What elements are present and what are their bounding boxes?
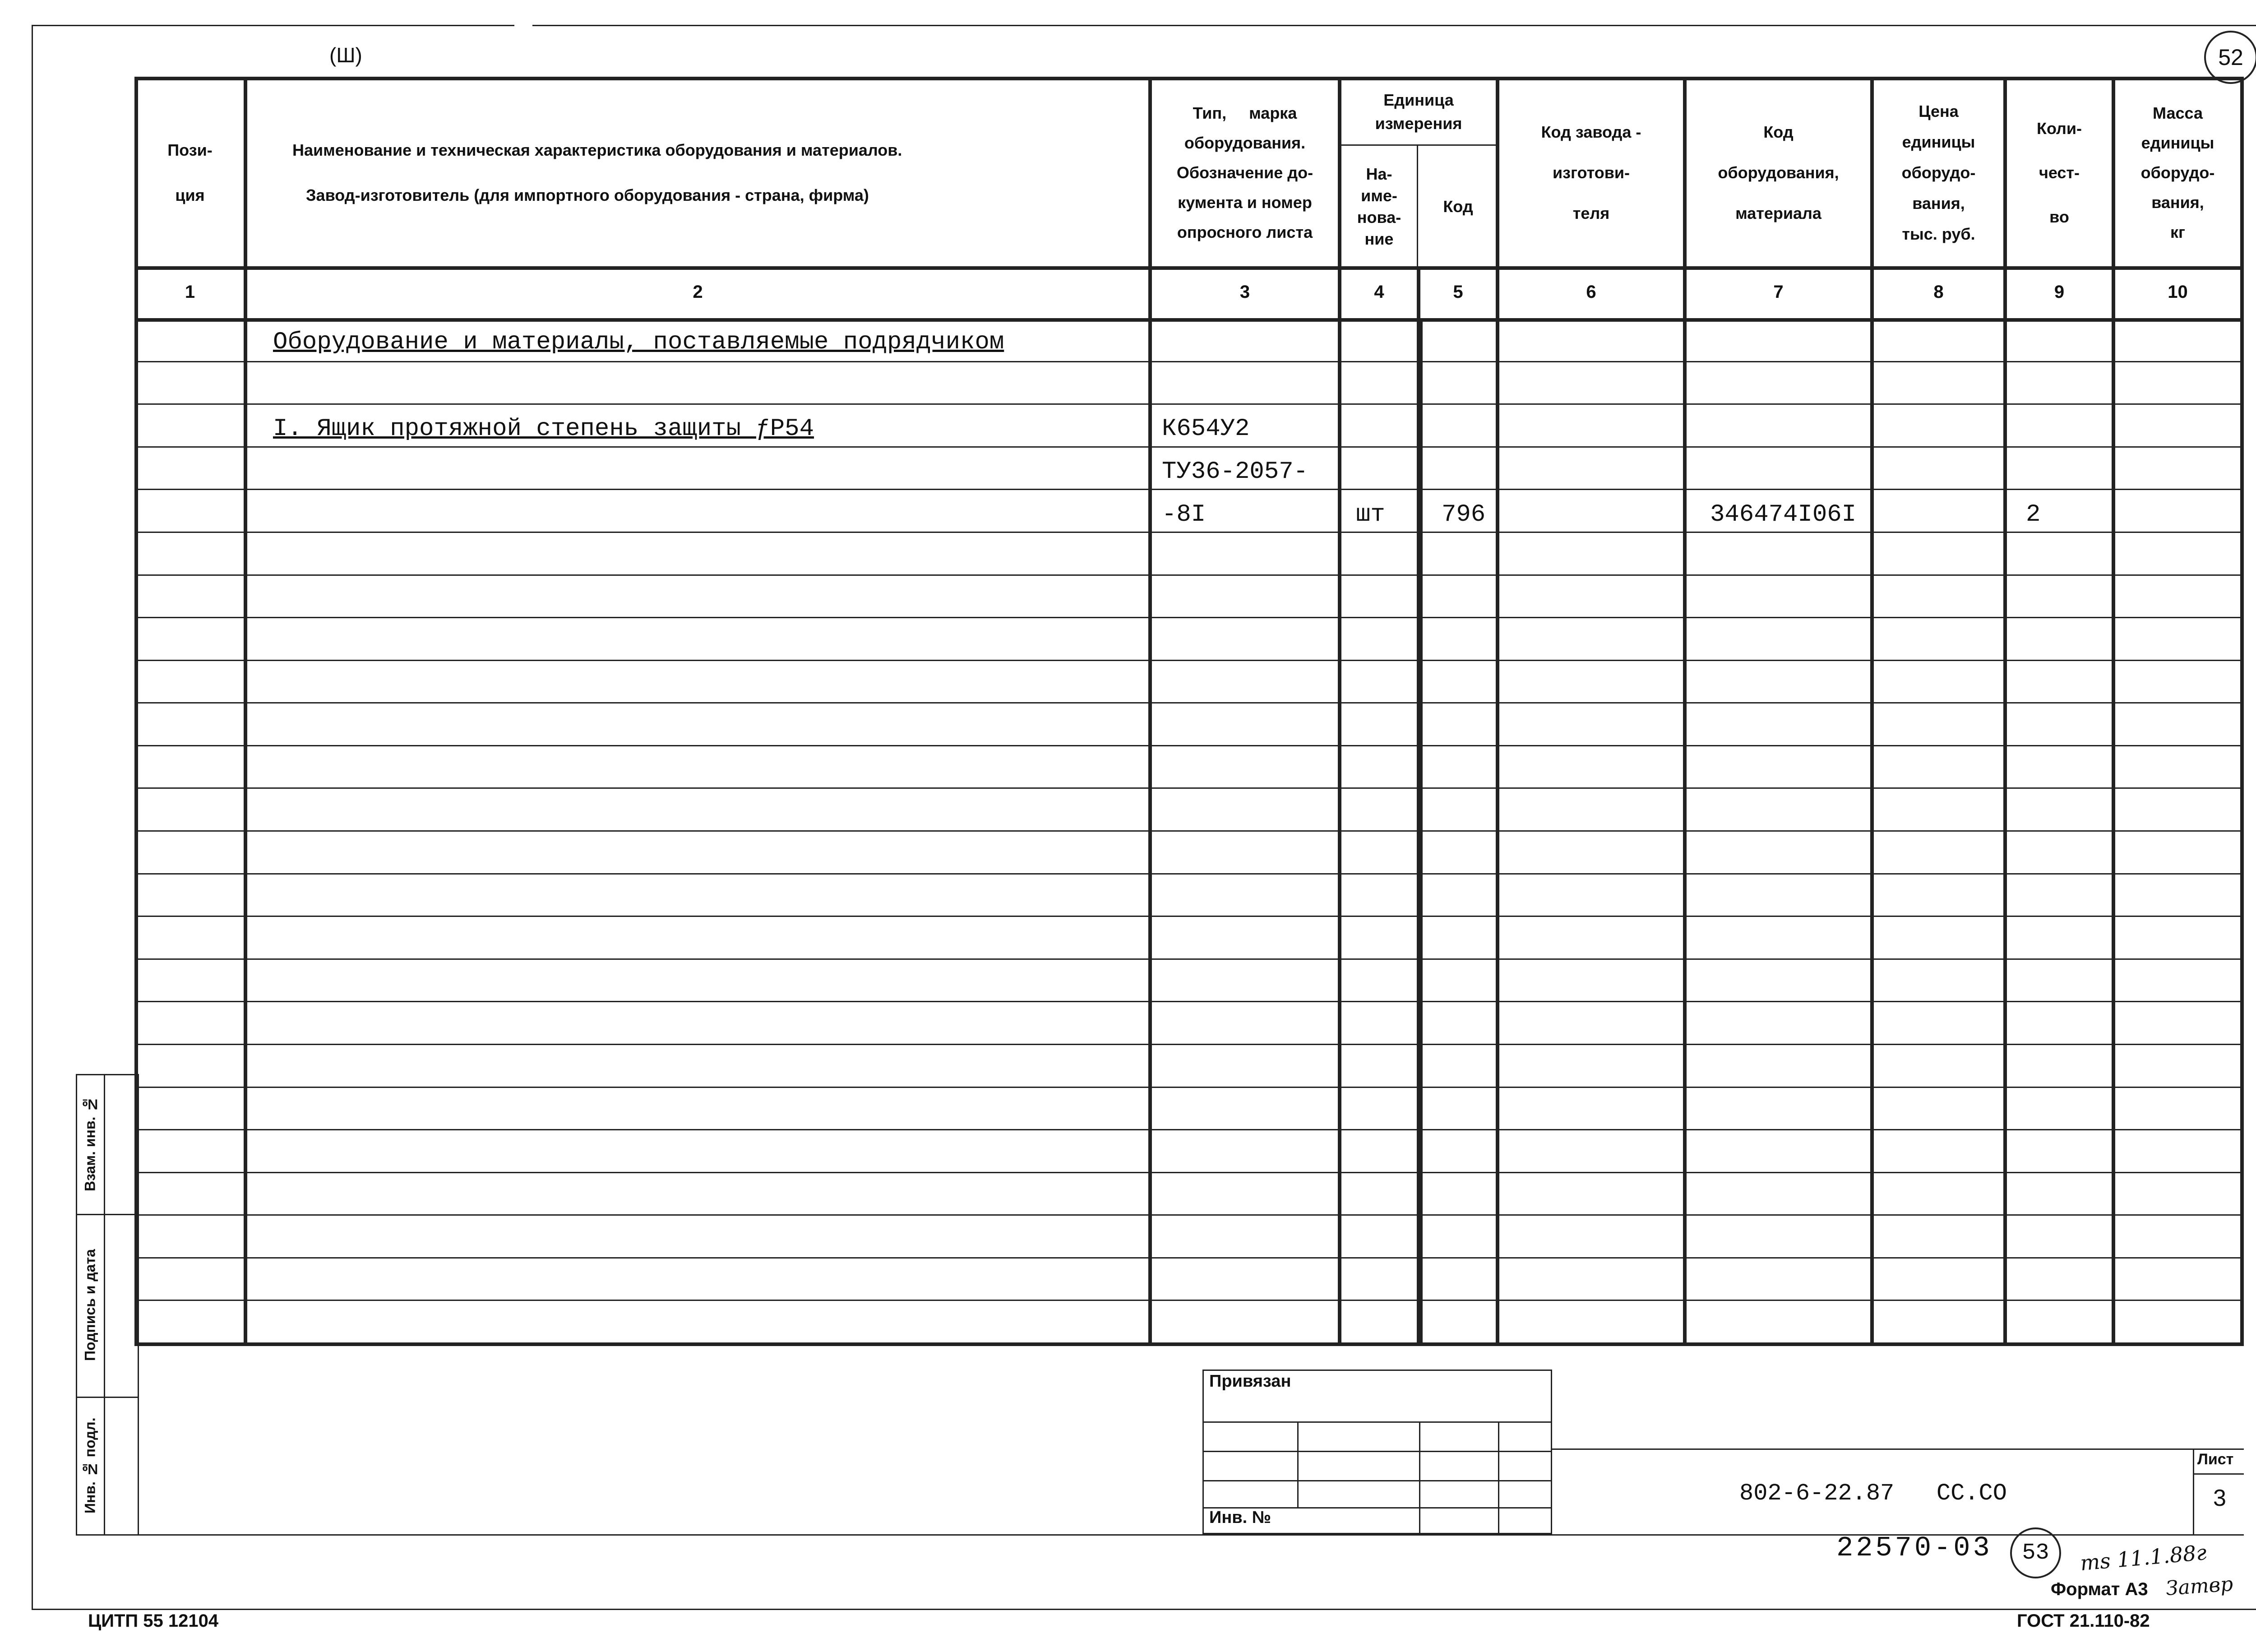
equipment-code: 346474I06I (1710, 501, 1857, 528)
header-price (1874, 79, 2003, 266)
header-position-l2: ция (175, 185, 205, 204)
frame-top-right (532, 25, 2256, 26)
header-factory-code-l3: теля (1572, 204, 1610, 222)
rows-bottom (134, 1342, 2244, 1346)
unit-header-split (1338, 144, 1496, 146)
colnum-5: 5 (1453, 282, 1463, 302)
row-line (136, 873, 2242, 875)
header-mass-l4: вания, (2151, 193, 2204, 212)
header-factory-code-l2: изготови- (1552, 163, 1630, 182)
header-quantity-l3: во (2049, 207, 2069, 226)
row-line (136, 660, 2242, 661)
row-line (136, 574, 2242, 576)
header-unit-name (1341, 147, 1417, 266)
side-strip-div2 (76, 1397, 138, 1398)
header-price-l1: Цена (1919, 102, 1959, 120)
header-unit-code-l1: Код (1443, 197, 1473, 216)
row-line (136, 403, 2242, 405)
side-strip-div1 (76, 1214, 138, 1215)
header-type-l4: кумента и номер (1178, 193, 1312, 212)
col-line-6 (1683, 77, 1687, 1345)
header-price-l2: единицы (1902, 132, 1975, 151)
colnum-1: 1 (185, 282, 195, 302)
colnum-6: 6 (1586, 282, 1596, 302)
page-number-circle (2204, 31, 2256, 84)
header-unit-name-l1: На- (1366, 164, 1392, 183)
inv-no-label: Инв. № (1209, 1508, 1271, 1527)
privyazan-col-3 (1498, 1421, 1499, 1534)
row-line (136, 1044, 2242, 1045)
header-factory-code (1499, 79, 1683, 266)
row-line (136, 532, 2242, 533)
col-line-2 (1148, 77, 1152, 1345)
row-line (136, 916, 2242, 917)
type-line-3: -8I (1162, 501, 1206, 528)
header-name-l2: Завод-изготовитель (для импортного оборудования - страна, фирма) (306, 185, 869, 204)
privyazan-row-1 (1202, 1421, 1552, 1423)
handwritten-note: ms 11.1.88г (2079, 1540, 2208, 1576)
header-mass-l1: Масса (2153, 103, 2203, 122)
header-unit (1341, 79, 1496, 144)
colnum-3: 3 (1239, 282, 1250, 302)
row-line (136, 745, 2242, 746)
stamp-number: 53 (2022, 1540, 2049, 1566)
side-strip-mid (104, 1074, 105, 1534)
header-quantity (2007, 79, 2112, 266)
inner-box-left (1419, 320, 1423, 1345)
header-factory-code-l1: Код завода - (1541, 122, 1641, 141)
colnum-9: 9 (2054, 282, 2065, 302)
unit-name: шт (1356, 501, 1385, 528)
header-unit-l2: измерения (1375, 114, 1462, 133)
sheet-label: Лист (2197, 1451, 2234, 1468)
header-unit-name-l4: ние (1364, 229, 1394, 248)
frame-top-left (32, 25, 514, 26)
privyazan-row-3 (1202, 1480, 1552, 1481)
side-strip-top (76, 1074, 138, 1075)
header-equipment-code-l1: Код (1763, 122, 1794, 141)
header-price-l4: вания, (1912, 194, 1965, 213)
header-price-l5: тыс. руб. (1902, 224, 1975, 243)
privyazan-col-1 (1297, 1421, 1299, 1507)
header-equipment-code-l3: материала (1735, 204, 1821, 222)
header-mass-l2: единицы (2141, 133, 2214, 152)
sheet-marker: (Ш) (329, 43, 362, 67)
archive-number: 22570-03 (1836, 1532, 1992, 1564)
col-line-7 (1870, 77, 1874, 1345)
header-unit-l1: Единица (1383, 90, 1454, 109)
item-name: I. Ящик протяжной степень защиты ƒР54 (273, 415, 814, 443)
sheet-box-left (2193, 1448, 2194, 1534)
colnum-bottom (134, 318, 2244, 322)
header-unit-code (1420, 147, 1496, 266)
side-label-podpis: Подпись и дата (82, 1249, 98, 1361)
row-line (136, 958, 2242, 960)
privyazan-label: Привязан (1209, 1372, 1291, 1391)
left-code: ЦИТП 55 12104 (88, 1611, 219, 1631)
header-mass-l3: оборудо- (2140, 163, 2215, 182)
header-name (247, 79, 1148, 266)
gost-label: ГОСТ 21.110-82 (2017, 1611, 2150, 1631)
header-price-l3: оборудо- (1901, 163, 1976, 182)
row-line (136, 830, 2242, 832)
page-number: 52 (2218, 45, 2243, 70)
colnum-2: 2 (693, 282, 703, 302)
header-position-l1: Пози- (167, 140, 213, 159)
row-line (136, 787, 2242, 789)
header-quantity-l2: чест- (2039, 163, 2080, 182)
header-unit-name-l2: име- (1361, 186, 1397, 205)
col-line-5 (1496, 77, 1499, 1345)
row-line (136, 1300, 2242, 1301)
header-unit-name-l3: нова- (1357, 208, 1401, 227)
code-area-top (1552, 1448, 2244, 1450)
row-line (136, 361, 2242, 362)
row-line (136, 1001, 2242, 1002)
colnum-7: 7 (1773, 282, 1784, 302)
handwritten-signature: Затвр (2165, 1572, 2234, 1601)
header-mass-l5: кг (2170, 222, 2185, 241)
type-line-1: К654У2 (1162, 415, 1250, 443)
sheet-box-div (2193, 1473, 2244, 1475)
colnum-8: 8 (1933, 282, 1944, 302)
colnum-10: 10 (2168, 282, 2188, 302)
header-equipment-code-l2: оборудования, (1718, 163, 1839, 182)
row-line (136, 446, 2242, 448)
row-line (136, 702, 2242, 703)
header-quantity-l1: Коли- (2036, 119, 2082, 138)
type-line-2: ТУ36-2057- (1162, 458, 1308, 486)
row-line (136, 489, 2242, 490)
row-line (136, 1214, 2242, 1216)
col-line-8 (2003, 77, 2007, 1345)
col-line-4 (1417, 144, 1418, 266)
section-title: Оборудование и материалы, поставляемые подрядчиком (273, 329, 1004, 356)
side-strip-right (138, 1074, 139, 1534)
row-line (136, 1172, 2242, 1173)
header-position (136, 79, 244, 266)
header-type (1152, 79, 1338, 266)
row-line (136, 1257, 2242, 1259)
col-line-1 (244, 77, 247, 1345)
frame-bottom (32, 1609, 2256, 1610)
inner-box-right (2112, 320, 2115, 1345)
header-type-l2: оборудования. (1184, 133, 1306, 152)
unit-code: 796 (1442, 501, 1486, 528)
side-label-inv-podl: Инв. № подл. (82, 1417, 98, 1513)
header-mass (2115, 79, 2240, 266)
quantity: 2 (2026, 501, 2041, 528)
header-name-l1: Наименование и техническая характеристика оборудования и материалов. (292, 140, 902, 159)
row-line (136, 1129, 2242, 1130)
sheet-value: 3 (2213, 1485, 2226, 1511)
colnum-4: 4 (1374, 282, 1384, 302)
row-line (136, 617, 2242, 618)
stamp-circle (2010, 1527, 2061, 1578)
header-equipment-code (1687, 79, 1870, 266)
format-label: Формат А3 (2051, 1579, 2148, 1599)
side-strip-left (76, 1074, 77, 1534)
side-label-vzam: Взам. инв. № (82, 1096, 98, 1192)
frame-left (32, 25, 33, 1609)
header-type-l5: опросного листа (1177, 222, 1313, 241)
privyazan-col-2 (1419, 1421, 1420, 1534)
document-code: 802-6-22.87 СС.СО (1739, 1480, 2007, 1507)
col-line-3 (1338, 77, 1341, 1345)
header-type-l1: Тип, марка (1193, 103, 1297, 122)
header-type-l3: Обозначение до- (1176, 163, 1313, 182)
privyazan-row-2 (1202, 1451, 1552, 1452)
row-line (136, 1087, 2242, 1088)
